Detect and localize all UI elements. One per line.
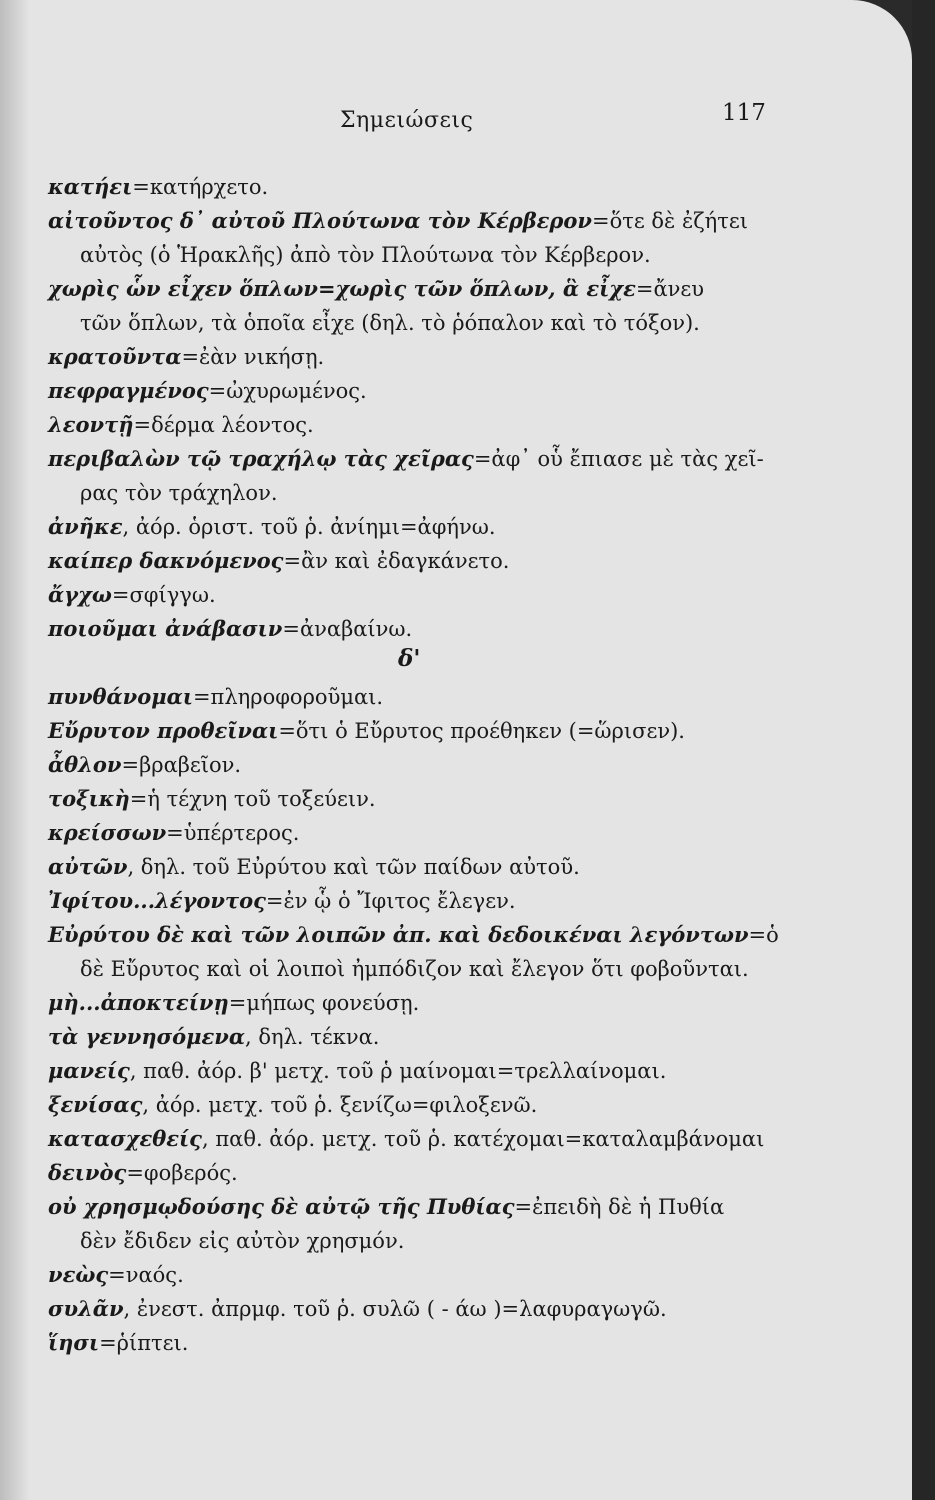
note-entry (48, 1122, 848, 1156)
note-entry (48, 680, 848, 714)
note-gloss: =ὠχυρωμένος. (208, 379, 367, 403)
running-header-title: Σημειώσεις (340, 108, 474, 133)
page-number: 117 (722, 100, 766, 126)
note-term: λεοντῇ (48, 412, 134, 437)
note-entry (48, 748, 848, 782)
note-gloss: =ἐν ᾧ ὁ Ἴφιτος ἔλεγεν. (265, 889, 516, 913)
note-entry (48, 1020, 848, 1054)
note-gloss: =σφίγγω. (111, 583, 216, 607)
note-entry (48, 850, 848, 884)
note-term: Ἰφίτου...λέγοντος (48, 888, 266, 913)
note-gloss: τῶν ὅπλων, τὰ ὁποῖα εἶχε (δηλ. τὸ ῥόπαλον καὶ τὸ τόξον). (80, 311, 700, 335)
note-gloss: =ὅτι ὁ Εὔρυτος προέθηκεν (=ὥρισεν). (278, 719, 685, 743)
note-term: κατήει (48, 174, 133, 199)
note-gloss: =ἄνευ (635, 277, 705, 301)
note-term: ἄγχω (48, 582, 112, 607)
note-gloss: =ὁ (748, 923, 779, 947)
note-gloss: =δέρμα λέοντος. (133, 413, 314, 437)
page-edge-background (912, 0, 935, 1500)
note-entry (48, 1088, 848, 1122)
note-term: ἵησι (48, 1330, 100, 1355)
note-entry-continuation (80, 952, 880, 986)
note-term: τοξικὴ (48, 786, 130, 811)
note-term: συλᾶν (48, 1296, 124, 1321)
note-gloss: =ναός. (108, 1263, 184, 1287)
note-gloss: =φοβερός. (126, 1161, 238, 1185)
note-entry (48, 578, 848, 612)
note-term: τὰ γεννησόμενα (48, 1024, 245, 1049)
note-gloss: , δηλ. τέκνα. (245, 1025, 380, 1049)
note-gloss: =ἐὰν νικήσῃ. (181, 345, 325, 369)
note-term: ἆθλον (48, 752, 122, 777)
note-entry (48, 612, 848, 646)
note-gloss: =κατήρχετο. (132, 175, 269, 199)
note-gloss: =ἂν καὶ ἐδαγκάνετο. (283, 549, 510, 573)
note-gloss: , ἀόρ. ὁριστ. τοῦ ῥ. ἀνίημι=ἀφήνω. (122, 515, 496, 539)
note-term: δεινὸς (48, 1160, 127, 1185)
note-entry (48, 918, 848, 952)
note-gloss: , ἀόρ. μετχ. τοῦ ῥ. ξενίζω=φιλοξενῶ. (142, 1093, 538, 1117)
note-entry (48, 374, 848, 408)
note-entry (48, 816, 848, 850)
note-entry (48, 1258, 848, 1292)
note-entry (48, 510, 848, 544)
page-gutter-shadow (0, 0, 30, 1500)
note-term: κατασχεθείς (48, 1126, 202, 1151)
note-gloss: δὲ Εὔρυτος καὶ οἱ λοιποὶ ἠμπόδιζον καὶ ἔλεγον ὅτι φοβοῦνται. (80, 957, 749, 981)
note-gloss: =ἡ τέχνη τοῦ τοξεύειν. (129, 787, 376, 811)
note-gloss: =βραβεῖον. (121, 753, 242, 777)
note-gloss: =ἀφ᾽ οὗ ἔπιασε μὲ τὰς χεῖ- (473, 447, 764, 471)
note-entry (48, 442, 848, 476)
note-entry (48, 544, 848, 578)
note-entry-continuation (80, 476, 880, 510)
note-entry (48, 714, 848, 748)
note-term: ἀνῆκε (48, 514, 123, 539)
note-entry (48, 408, 848, 442)
note-entry (48, 204, 848, 238)
note-gloss: αὐτὸς (ὁ Ἡρακλῆς) ἀπὸ τὸν Πλούτωνα τὸν Κέρβερον. (80, 243, 651, 267)
note-gloss: , δηλ. τοῦ Εὐρύτου καὶ τῶν παίδων αὐτοῦ. (127, 855, 580, 879)
note-entry (48, 340, 848, 374)
note-term: χωρὶς ὧν εἶχεν ὅπλων=χωρὶς τῶν ὅπλων, ἃ εἶχε (48, 276, 636, 301)
note-term: καίπερ δακνόμενος (48, 548, 284, 573)
note-term: μανείς (48, 1058, 130, 1083)
note-entry (48, 782, 848, 816)
note-term: κρατοῦντα (48, 344, 182, 369)
note-gloss: =πληροφοροῦμαι. (192, 685, 384, 709)
note-gloss: δὲν ἔδιδεν εἰς αὐτὸν χρησμόν. (80, 1229, 405, 1253)
note-entry-continuation (80, 306, 880, 340)
note-term: Εὔρυτον προθεῖναι (48, 718, 279, 743)
note-term: πεφραγμένος (48, 378, 209, 403)
note-term: κρείσσων (48, 820, 167, 845)
note-gloss: , ἐνεστ. ἀπρμφ. τοῦ ῥ. συλῶ ( - άω )=λαφυραγωγῶ. (123, 1297, 667, 1321)
note-term: Εὐρύτου δὲ καὶ τῶν λοιπῶν ἀπ. καὶ δεδοικέναι λεγόντων (48, 922, 749, 947)
note-entry (48, 1190, 848, 1224)
note-entry (48, 1292, 848, 1326)
note-entry (48, 272, 848, 306)
note-term: πυνθάνομαι (48, 684, 193, 709)
note-entry (48, 1326, 848, 1360)
note-term: αἰτοῦντος δ᾽ αὐτοῦ Πλούτωνα τὸν Κέρβερον (48, 208, 592, 233)
note-gloss: , παθ. ἀόρ. β' μετχ. τοῦ ῥ μαίνομαι=τρελλαίνομαι. (129, 1059, 667, 1083)
note-term: ξενίσας (48, 1092, 143, 1117)
note-gloss: =μήπως φονεύσῃ. (228, 991, 420, 1015)
note-term: ποιοῦμαι ἀνάβασιν (48, 616, 283, 641)
note-entry (48, 170, 848, 204)
note-entry-continuation (80, 238, 880, 272)
note-gloss: =ἐπειδὴ δὲ ἡ Πυθία (514, 1195, 725, 1219)
note-term: οὐ χρησμῳδούσης δὲ αὐτῷ τῆς Πυθίας (48, 1194, 515, 1219)
note-gloss: , παθ. ἀόρ. μετχ. τοῦ ῥ. κατέχομαι=καταλαμβάνομαι (201, 1127, 765, 1151)
section-heading: δ' (398, 645, 421, 672)
note-entry (48, 986, 848, 1020)
note-gloss: ρας τὸν τράχηλον. (80, 481, 278, 505)
note-term: νεὼς (48, 1262, 109, 1287)
note-term: περιβαλὼν τῷ τραχήλῳ τὰς χεῖρας (48, 446, 474, 471)
note-gloss: =ὅτε δὲ ἐζήτει (591, 209, 748, 233)
note-gloss: =ὑπέρτερος. (166, 821, 300, 845)
note-entry (48, 1054, 848, 1088)
note-entry (48, 1156, 848, 1190)
note-entry-continuation (80, 1224, 880, 1258)
note-term: αὐτῶν (48, 854, 128, 879)
note-entry (48, 884, 848, 918)
note-gloss: =ἀναβαίνω. (282, 617, 413, 641)
note-gloss: =ῥίπτει. (99, 1331, 189, 1355)
note-term: μὴ...ἀποκτείνῃ (48, 990, 229, 1015)
